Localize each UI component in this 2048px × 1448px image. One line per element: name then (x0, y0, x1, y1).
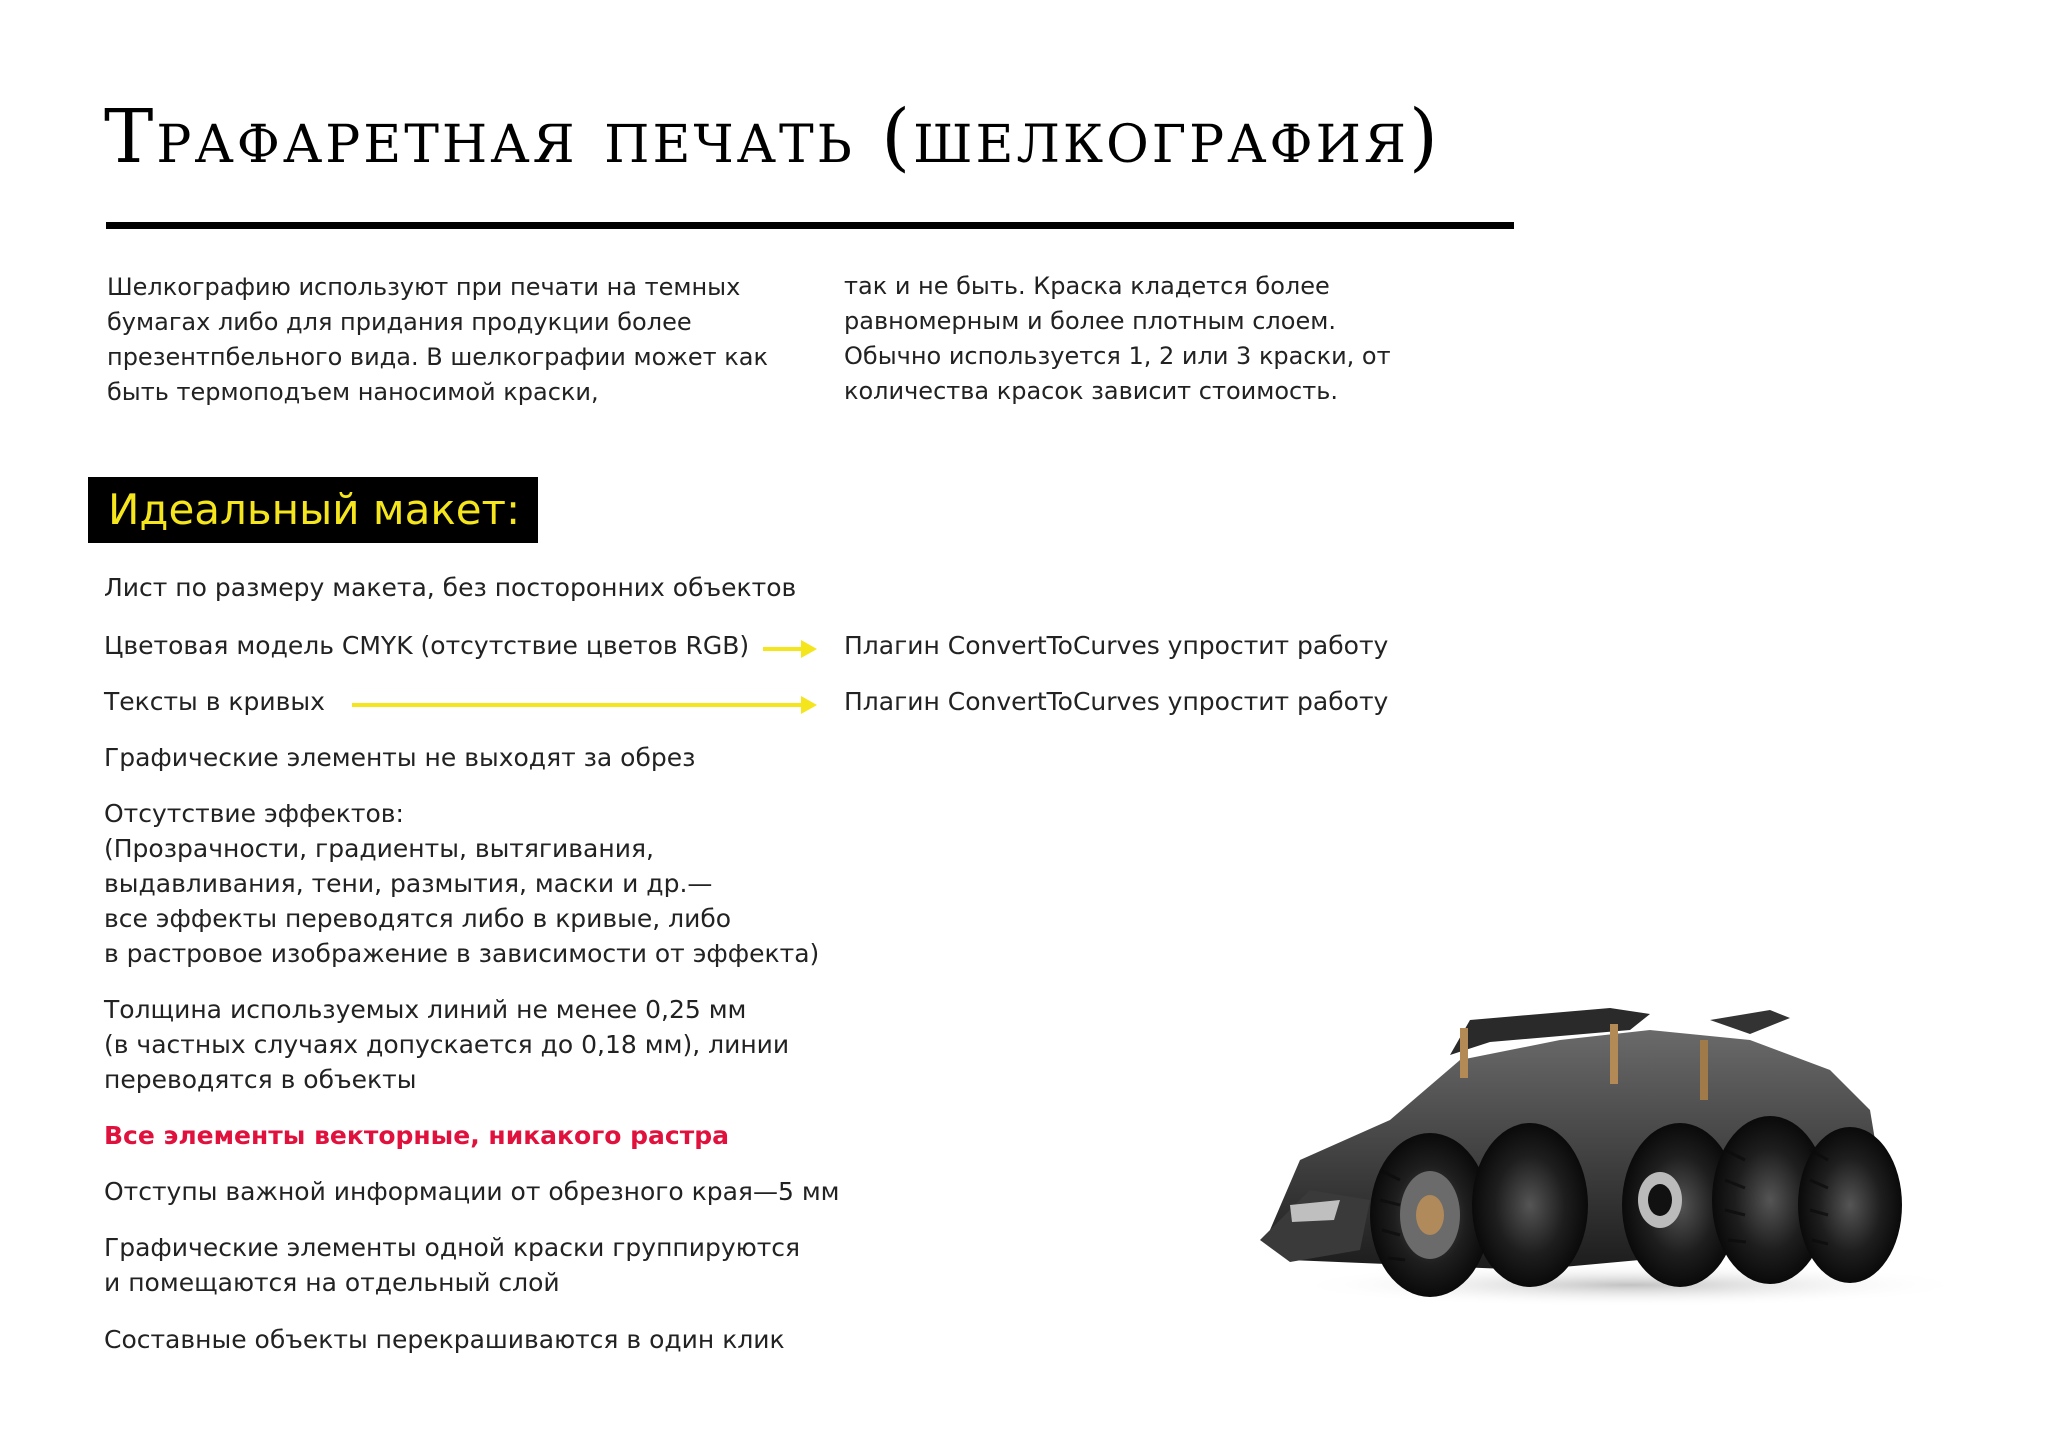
requirement-text: (в частных случаях допускается до 0,18 мм), линии (104, 1030, 790, 1059)
requirement-text: Графические элементы не выходят за обрез (104, 743, 696, 772)
requirement-text: Все элементы векторные, никакого растра (104, 1121, 729, 1150)
requirement-cmyk (104, 628, 749, 663)
requirement-text: Тексты в кривых (104, 687, 325, 716)
intro-line: быть термоподъем наносимой краски, (107, 378, 599, 406)
requirement-text: переводятся в объекты (104, 1065, 417, 1094)
requirement-compound-objects (104, 1322, 785, 1357)
requirement-text: Толщина используемых линий не менее 0,25 мм (104, 995, 747, 1024)
arrow-right-icon (352, 703, 803, 707)
requirement-text-curves (104, 684, 325, 719)
requirement-no-effects (104, 796, 819, 971)
intro-line: Обычно используется 1, 2 или 3 краски, от (844, 342, 1391, 370)
title-underline (106, 222, 1514, 229)
note-cmyk-plugin: Плагин ConvertToCurves упростит работу (844, 631, 1389, 660)
requirement-text: все эффекты переводятся либо в кривые, либо (104, 904, 732, 933)
intro-line: так и не быть. Краска кладется более (844, 272, 1330, 300)
intro-line: равномерным и более плотным слоем. (844, 307, 1336, 335)
armored-vehicle-image (1230, 1000, 1970, 1340)
requirement-all-vector (104, 1118, 729, 1153)
requirement-safe-margin (104, 1174, 840, 1209)
intro-line: бумагах либо для придания продукции более (107, 308, 692, 336)
requirement-text: Цветовая модель CMYK (отсутствие цветов RGB) (104, 631, 750, 660)
section-heading-ideal-layout: Идеальный макет: (88, 477, 538, 543)
requirement-sheet-size (104, 570, 796, 605)
requirement-text: Отступы важной информации от обрезного края—5 мм (104, 1177, 840, 1206)
requirement-text: (Прозрачности, градиенты, вытягивания, (104, 834, 654, 863)
note-curves-plugin: Плагин ConvertToCurves упростит работу (844, 687, 1389, 716)
requirement-text: в растровое изображение в зависимости от эффекта) (104, 939, 820, 968)
intro-right-column (844, 269, 1544, 409)
requirement-bleed (104, 740, 695, 775)
requirement-text: выдавливания, тени, размытия, маски и др.— (104, 869, 713, 898)
intro-line: презентпбельного вида. В шелкографии может как (107, 343, 768, 371)
page-title: Трафаретная печать (шелкография) (104, 94, 1441, 180)
requirement-line-thickness (104, 992, 789, 1097)
requirement-text: Лист по размеру макета, без посторонних объектов (104, 573, 797, 602)
requirement-text: Составные объекты перекрашиваются в один клик (104, 1325, 785, 1354)
requirement-text: и помещаются на отдельный слой (104, 1268, 560, 1297)
intro-left-column (107, 270, 807, 410)
intro-line: количества красок зависит стоимость. (844, 377, 1338, 405)
arrow-right-icon (763, 647, 803, 651)
intro-line: Шелкографию используют при печати на темных (107, 273, 741, 301)
requirement-text: Отсутствие эффектов: (104, 799, 404, 828)
requirement-group-by-ink (104, 1230, 800, 1300)
requirement-text: Графические элементы одной краски группируются (104, 1233, 801, 1262)
